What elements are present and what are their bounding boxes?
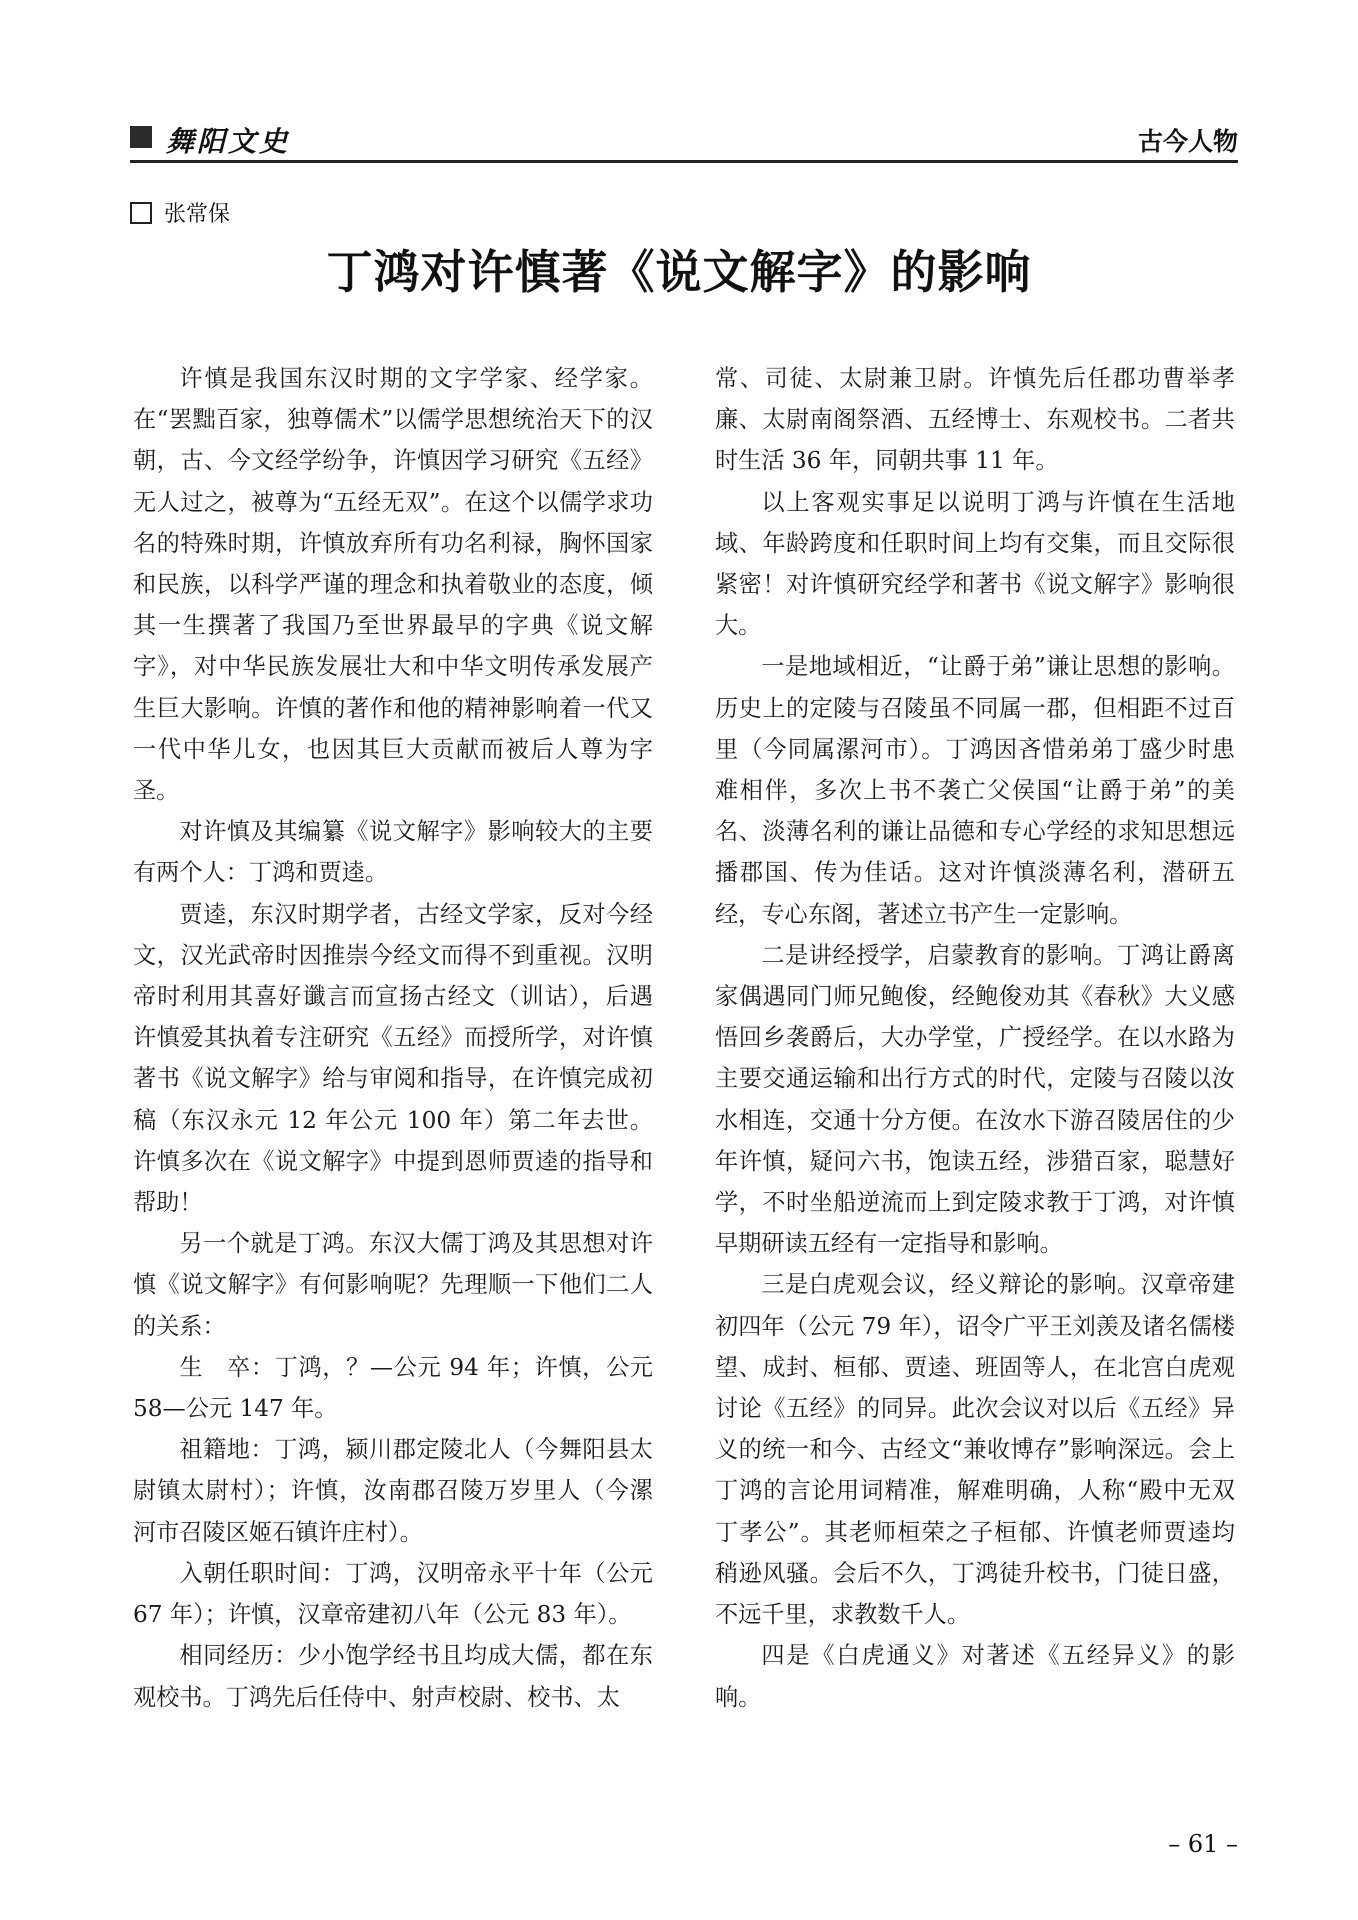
paragraph: 三是白虎观会议，经义辩论的影响。汉章帝建初四年（公元 79 年），诏令广平王刘羡及诸名儒楼望、成封、桓郁、贾逵、班固等人，在北宫白虎观讨论《五经》的同异。此次会议对以后《五经》异义的统一和今、古经文“兼收博存”影响深远。会上丁鸿的言论用词精准，解难明确，人称“殿中无双丁孝公”。其老师桓荣之子桓郁、许慎老师贾逵均稍逊风骚。会后不久，丁鸿徒升校书，门徒日盛，不远千里，求教数千人。 <box>715 1271 1235 1629</box>
paragraph: 许慎是我国东汉时期的文字学家、经学家。在“罢黜百家，独尊儒术”以儒学思想统治天下的汉朝，古、今文经学纷争，许慎因学习研究《五经》无人过之，被尊为“五经无双”。在这个以儒学求功名的特殊时期，许慎放弃所有功名利禄，胸怀国家和民族，以科学严谨的理念和执着敬业的态度，倾其一生撰著了我国乃至世界最早的字典《说文解字》，对中华民族发展壮大和中华文明传承发展产生巨大影响。许慎的著作和他的精神影响着一代又一代中华儿女，也因其巨大贡献而被后人尊为字圣。 <box>133 365 653 805</box>
header-rule <box>130 160 1238 163</box>
paragraph: 相同经历：少小饱学经书且均成大儒，都在东观校书。丁鸿先后任侍中、射声校尉、校书、太 <box>133 1642 653 1711</box>
paragraph: 二是讲经授学，启蒙教育的影响。丁鸿让爵离家偶遇同门师兄鲍俊，经鲍俊劝其《春秋》大义感悟回乡袭爵后，大办学堂，广授经学。在以水路为主要交通运输和出行方式的时代，定陵与召陵以汝水相连，交通十分方便。在汝水下游召陵居住的少年许慎，疑问六书，饱读五经，涉猎百家，聪慧好学，不时坐船逆流而上到定陵求教于丁鸿，对许慎早期研读五经有一定指导和影响。 <box>715 941 1235 1258</box>
paragraph: 生 卒：丁鸿，？—公元 94 年；许慎，公元 58—公元 147 年。 <box>133 1353 653 1423</box>
page-number: – 61 – <box>1168 1830 1238 1858</box>
paragraph: 贾逵，东汉时期学者，古经文学家，反对今经文，汉光武帝时因推崇今经文而得不到重视。汉明帝时利用其喜好谶言而宣扬古经文（训诂），后遇许慎爱其执着专注研究《五经》而授所学，对许慎著书《说文解字》给与审阅和指导，在许慎完成初稿（东汉永元 12 年公元 100 年）第二年去世。许慎多次在《说文解字》中提到恩师贾逵的指导和帮助！ <box>133 900 653 1217</box>
magazine-name: 舞阳文史 <box>166 125 291 158</box>
author-name: 张常保 <box>164 202 231 227</box>
paragraph: 四是《白虎通义》对著述《五经异义》的影响。 <box>715 1642 1235 1711</box>
header-square-icon <box>130 126 152 148</box>
paragraph: 对许慎及其编纂《说文解字》影响较大的主要有两个人：丁鸿和贾逵。 <box>133 818 653 887</box>
paragraph: 入朝任职时间：丁鸿，汉明帝永平十年（公元 67 年）；许慎，汉章帝建初八年（公元 83 年）。 <box>133 1559 653 1629</box>
author-line <box>130 197 230 231</box>
article-title: 丁鸿对许慎著《说文解字》的影响 <box>326 245 1032 299</box>
paragraph: 以上客观实事足以说明丁鸿与许慎在生活地域、年龄跨度和任职时间上均有交集，而且交际很紧密！对许慎研究经学和著书《说文解字》影响很大。 <box>715 488 1235 640</box>
paragraph: 祖籍地：丁鸿，颍川郡定陵北人（今舞阳县太尉镇太尉村）；许慎，汝南郡召陵万岁里人（今漯河市召陵区姬石镇许庄村）。 <box>133 1436 653 1546</box>
paragraph: 另一个就是丁鸿。东汉大儒丁鸿及其思想对许慎《说文解字》有何影响呢？先理顺一下他们二人的关系： <box>133 1230 653 1340</box>
paragraph-continued: 常、司徒、太尉兼卫尉。许慎先后任郡功曹举孝廉、太尉南阁祭酒、五经博士、东观校书。二者共时生活 36 年，同朝共事 11 年。 <box>715 365 1235 475</box>
left-column <box>133 358 653 1718</box>
page-header <box>130 120 1238 164</box>
square-outline-icon <box>130 202 152 224</box>
right-column <box>715 358 1235 1718</box>
section-name: 古今人物 <box>1137 127 1238 156</box>
paragraph: 一是地域相近，“让爵于弟”谦让思想的影响。历史上的定陵与召陵虽不同属一郡，但相距不过百里（今同属漯河市）。丁鸿因吝惜弟弟丁盛少时患难相伴，多次上书不袭亡父侯国“让爵于弟”的美名、淡薄名利的谦让品德和专心学经的求知思想远播郡国、传为佳话。这对许慎淡薄名利，潜研五经，专心东阁，著述立书产生一定影响。 <box>715 653 1235 928</box>
